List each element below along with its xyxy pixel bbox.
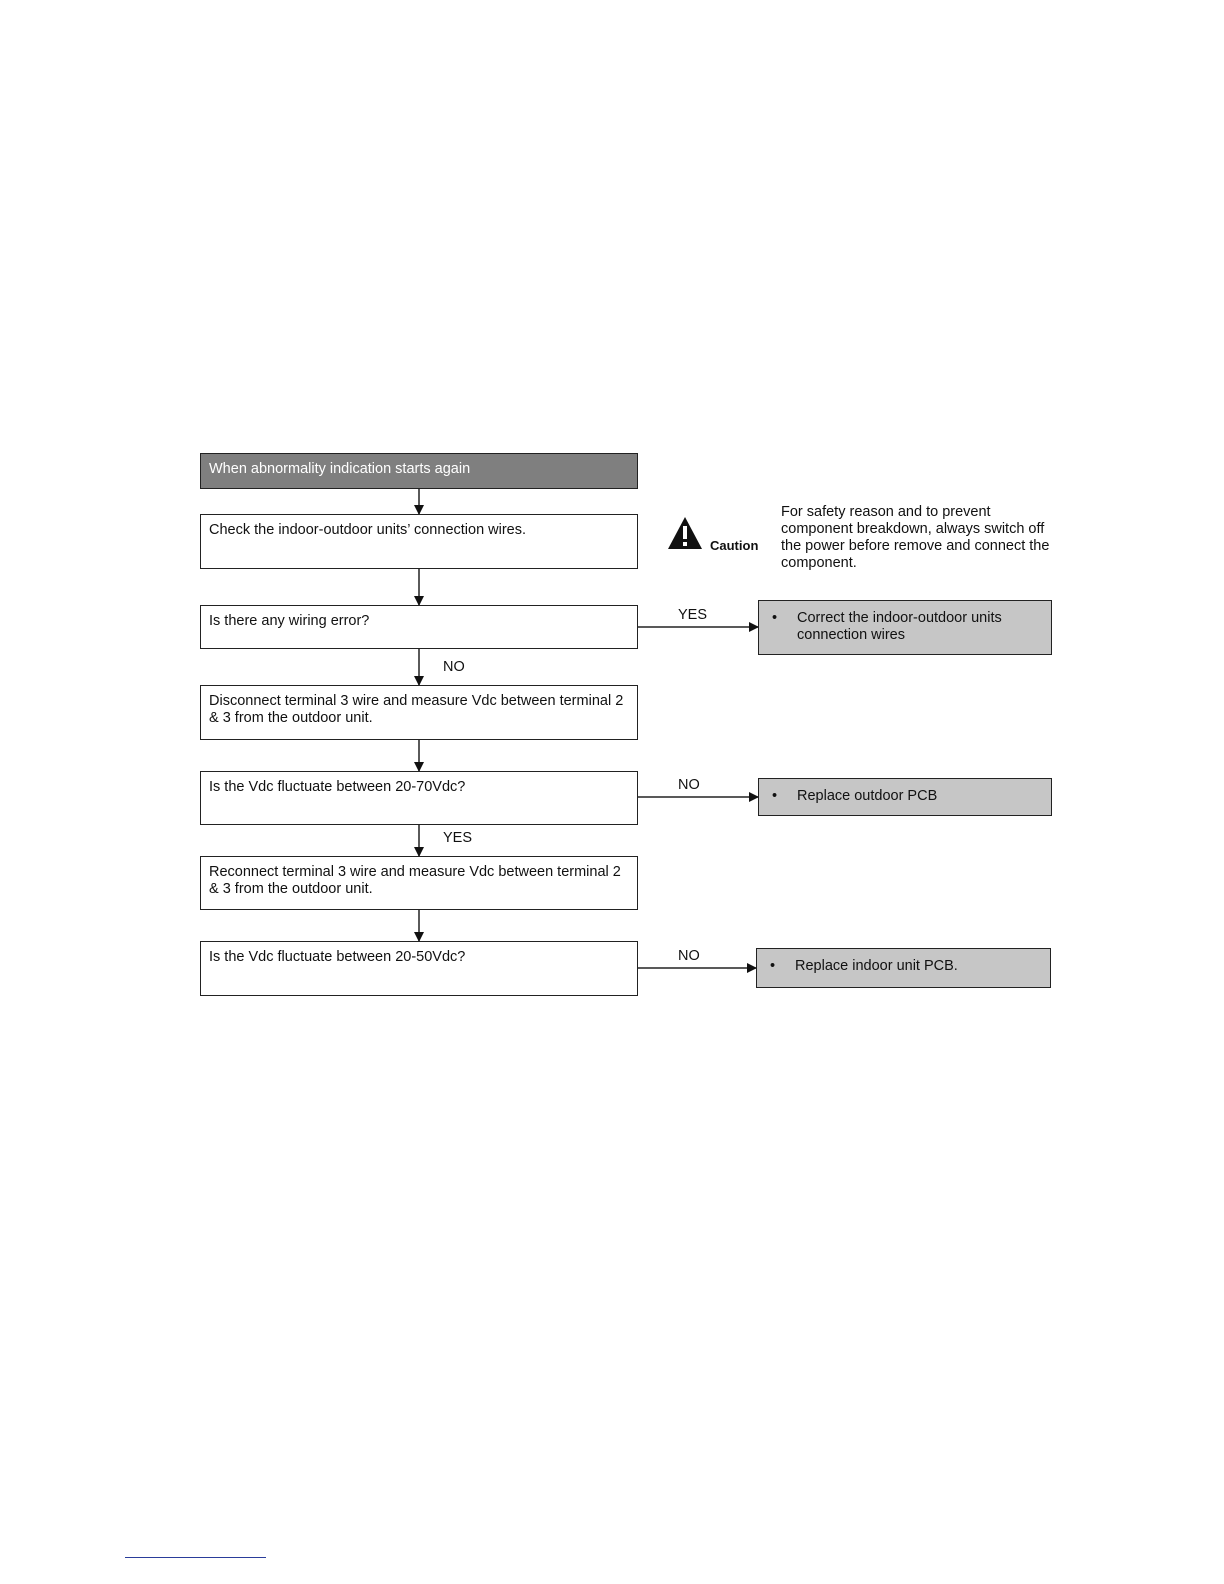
yes-label-wiring: YES: [678, 607, 708, 623]
caution-note: For safety reason and to prevent component breakdown, always switch off the power before remove and connect the component.: [781, 504, 1050, 571]
replace-outdoor-pcb-box: [758, 778, 1052, 816]
no-label-vdc-70: NO: [678, 777, 700, 793]
bullet-marker: •: [772, 788, 778, 804]
wiring-error-question-box: [200, 605, 638, 649]
check-wires-text: Check the indoor-outdoor units’ connection wires.: [209, 522, 527, 538]
disconnect-terminal-text: Disconnect terminal 3 wire and measure Vdc between terminal 2 & 3 from the outdoor unit.: [209, 693, 624, 726]
vdc-70-question-text: Is the Vdc fluctuate between 20-70Vdc?: [209, 779, 466, 795]
no-label-vdc-50: NO: [678, 948, 700, 964]
vdc-70-question-box: [200, 771, 638, 825]
vdc-50-question-text: Is the Vdc fluctuate between 20-50Vdc?: [209, 949, 466, 965]
disconnect-terminal-box: [200, 685, 638, 740]
replace-outdoor-pcb-text: Replace outdoor PCB: [797, 788, 938, 804]
bullet-marker: •: [770, 958, 776, 974]
replace-indoor-pcb-box: [756, 948, 1051, 988]
vdc-50-question-box: [200, 941, 638, 996]
yes-label-vdc-70: YES: [443, 830, 473, 846]
reconnect-terminal-text: Reconnect terminal 3 wire and measure Vdc between terminal 2 & 3 from the outdoor unit.: [209, 864, 621, 897]
caution-label: Caution: [710, 538, 759, 553]
replace-indoor-pcb-text: Replace indoor unit PCB.: [795, 958, 958, 974]
bullet-marker: •: [772, 610, 778, 626]
check-wires-box: [200, 514, 638, 569]
reconnect-terminal-box: [200, 856, 638, 910]
no-label-wiring: NO: [443, 659, 465, 675]
correct-wires-action-box: [758, 600, 1052, 655]
wiring-error-question-text: Is there any wiring error?: [209, 613, 370, 629]
start-box: [200, 453, 638, 489]
warning-triangle-icon: [666, 515, 704, 551]
correct-wires-action-text: Correct the indoor-outdoor units connection wires: [797, 610, 1002, 643]
footnote-separator: [125, 1557, 266, 1558]
start-text: When abnormality indication starts again: [209, 461, 471, 477]
